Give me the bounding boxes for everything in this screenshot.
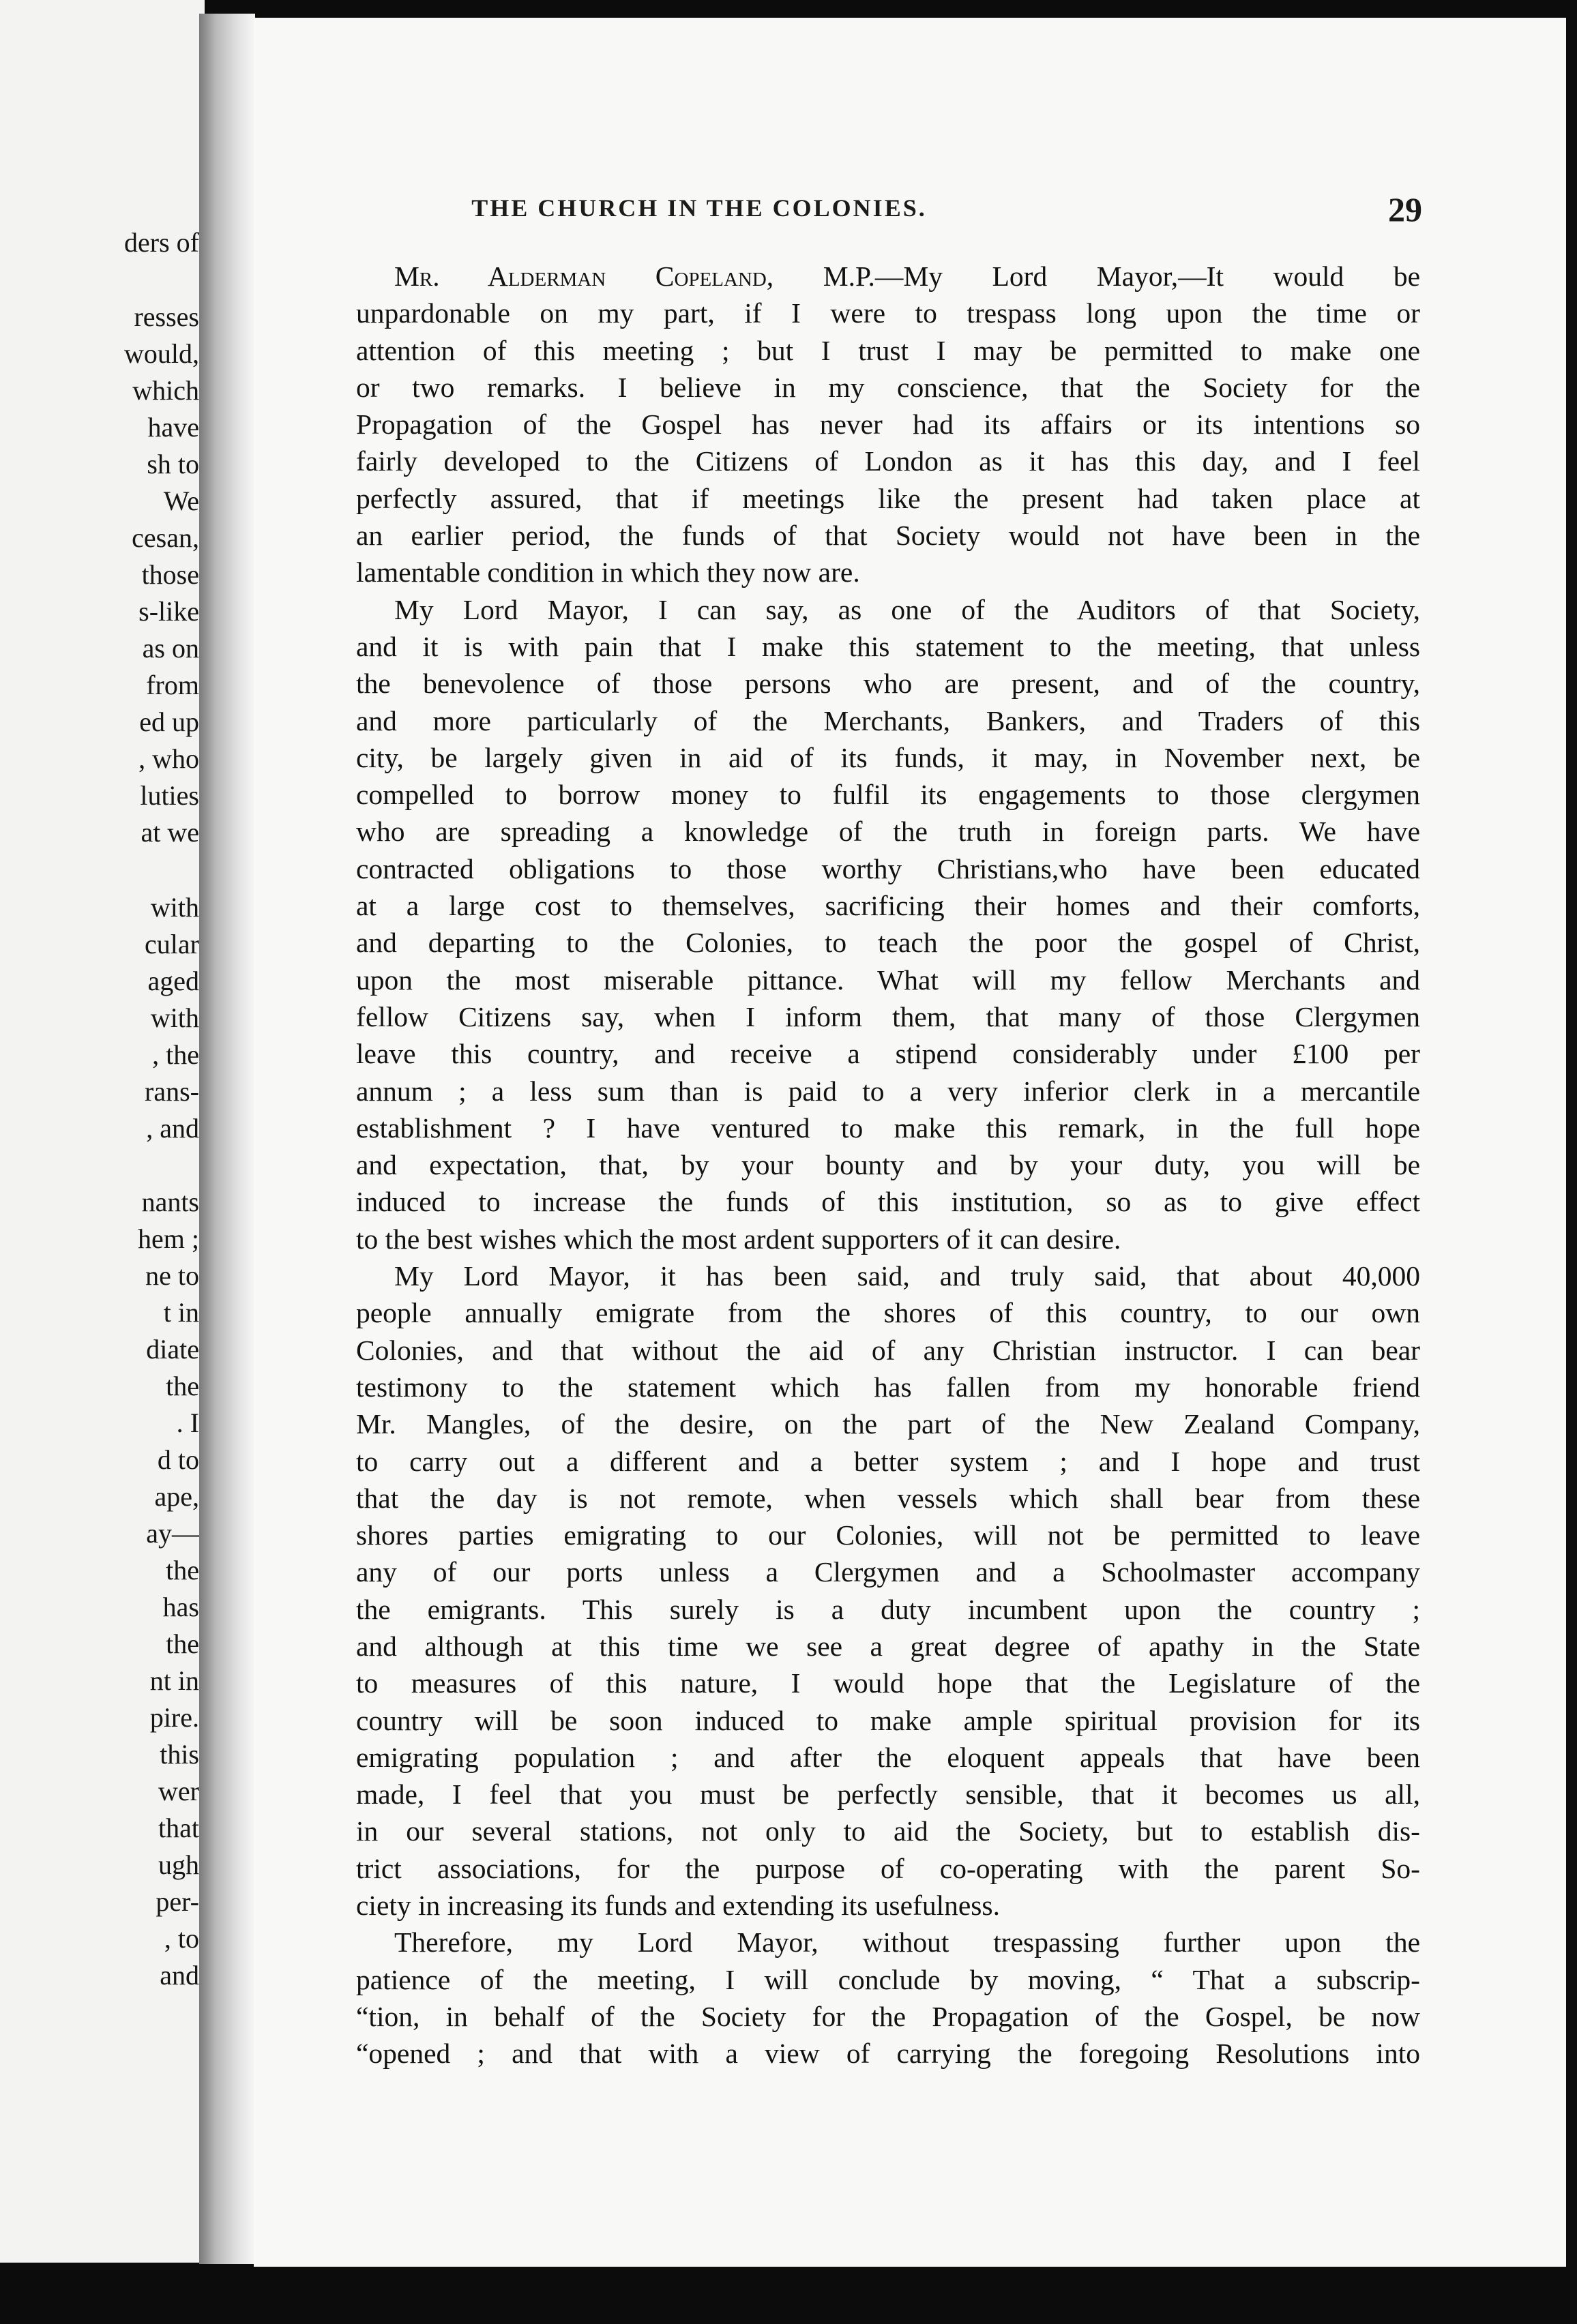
left-page-fragment: ay— (146, 1518, 199, 1549)
text-line: at a large cost to themselves, sacrificing their homes and their comforts, (356, 890, 1420, 922)
left-page-fragment: those (141, 559, 199, 590)
left-page-fragment: rans- (145, 1076, 199, 1107)
text-line: that the day is not remote, when vessels which shall bear from these (356, 1482, 1420, 1514)
text-line: to measures of this nature, I would hope that the Legislature of the (356, 1667, 1420, 1699)
left-page-fragment: sh to (147, 449, 199, 479)
left-page-fragment: pire. (149, 1702, 199, 1733)
text-line: Propagation of the Gospel has never had its affairs or its intentions so (356, 408, 1420, 441)
left-page-fragment: have (147, 412, 199, 443)
left-page-fragment: s-like (138, 596, 199, 627)
text-line: Mr. Mangles, of the desire, on the part of the New Zealand Company, (356, 1408, 1420, 1440)
left-page-fragment: per- (156, 1886, 199, 1917)
text-line: compelled to borrow money to fulfil its engagements to those clergymen (356, 779, 1420, 811)
running-title: THE CHURCH IN THE COLONIES. (471, 194, 927, 222)
text-line: any of our ports unless a Clergymen and a Schoolmaster accompany (356, 1556, 1420, 1588)
text-line: and departing to the Colonies, to teach the poor the gospel of Christ, (356, 927, 1420, 959)
left-page-fragment: hem ; (138, 1223, 199, 1254)
text-line: to carry out a different and a better system ; and I hope and trust (356, 1445, 1420, 1477)
text-line: city, be largely given in aid of its funds, it may, in November next, be (356, 741, 1420, 773)
left-page-fragment: wer (158, 1776, 199, 1806)
speaker-name: Mr. Alderman Copeland (394, 260, 767, 292)
text-line: Therefore, my Lord Mayor, without trespassing further upon the (394, 1926, 1420, 1958)
left-page-fragment: and (160, 1960, 199, 1991)
text-line: and it is with pain that I make this statement to the meeting, that unless (356, 630, 1420, 662)
left-page-fragment: . I (176, 1407, 199, 1438)
text-line: induced to increase the funds of this institution, so as to give effect (356, 1186, 1420, 1218)
left-page-fragment: at we (141, 817, 199, 848)
left-page-fragment: the (166, 1371, 199, 1401)
left-page-fragment: would, (124, 338, 199, 369)
text-line: and more particularly of the Merchants, Bankers, and Traders of this (356, 704, 1420, 736)
text-line: and expectation, that, by your bounty and by your duty, you will be (356, 1149, 1420, 1181)
left-page-fragment: ugh (158, 1849, 199, 1880)
book-gutter-shadow (199, 14, 255, 2264)
left-page-fragment: , the (152, 1039, 199, 1070)
text-line: leave this country, and receive a stipend considerably under £100 per (356, 1038, 1420, 1070)
text-line: emigrating population ; and after the eloquent appeals that have been (356, 1741, 1420, 1773)
left-page-fragment: cular (145, 929, 199, 959)
text-line: perfectly assured, that if meetings like the present had taken place at (356, 482, 1420, 514)
text-line: people annually emigrate from the shores of this country, to our own (356, 1297, 1420, 1329)
text-line: to the best wishes which the most ardent supporters of it can desire. (356, 1223, 1121, 1255)
left-page-fragment: the (166, 1555, 199, 1585)
text-line: trict associations, for the purpose of co-operating with the parent So- (356, 1852, 1420, 1884)
left-page-fragment: ne to (145, 1260, 199, 1291)
text-line: in our several stations, not only to aid the Society, but to establish dis- (356, 1815, 1420, 1847)
left-page-fragment: ders of (124, 227, 199, 258)
left-page-fragment: as on (142, 633, 199, 664)
text-line-content: , M.P.—My Lord Mayor,—It would be (766, 260, 1420, 292)
text-line: My Lord Mayor, it has been said, and truly said, that about 40,000 (394, 1260, 1420, 1292)
left-page-fragment: , who (138, 743, 199, 774)
left-page-fragment: has (162, 1592, 199, 1622)
text-line: Colonies, and that without the aid of any Christian instructor. I can bear (356, 1334, 1420, 1366)
left-page-fragment: We (163, 486, 199, 516)
left-page-fragment: aged (147, 966, 199, 996)
left-page-fragment: nt in (149, 1665, 199, 1696)
text-line: patience of the meeting, I will conclude by moving, “ That a subscrip- (356, 1963, 1420, 1995)
text-line: an earlier period, the funds of that Society would not have been in the (356, 520, 1420, 552)
left-page-fragment: ed up (139, 706, 199, 737)
left-page-fragment: with (150, 892, 199, 923)
left-page-fragment: ape, (154, 1481, 199, 1512)
left-page-fragment: cesan, (132, 522, 199, 553)
running-head (358, 190, 1422, 230)
text-line: shores parties emigrating to our Colonies, will not be permitted to leave (356, 1519, 1420, 1551)
left-page-fragment: this (160, 1739, 199, 1770)
text-line: lamentable condition in which they now are. (356, 556, 860, 589)
left-page-fragment: d to (157, 1444, 199, 1475)
text-line: My Lord Mayor, I can say, as one of the Auditors of that Society, (394, 593, 1420, 625)
text-line: or two remarks. I believe in my conscience, that the Society for the (356, 371, 1420, 403)
text-line: contracted obligations to those worthy Christians,who have been educated (356, 852, 1420, 884)
text-line: unpardonable on my part, if I were to trespass long upon the time or (356, 297, 1420, 329)
text-line: fellow Citizens say, when I inform them, that many of those Clergymen (356, 1000, 1420, 1032)
left-page-fragment: which (132, 375, 199, 406)
text-line: ciety in increasing its funds and extending its usefulness. (356, 1890, 1000, 1922)
left-page-fragment: the (166, 1628, 199, 1659)
text-line: country will be soon induced to make ample spiritual provision for its (356, 1704, 1420, 1736)
text-line: establishment ? I have ventured to make this remark, in the full hope (356, 1112, 1420, 1144)
left-page-fragment: t in (163, 1297, 199, 1328)
left-page-fragment: diate (146, 1334, 199, 1365)
text-line: testimony to the statement which has fallen from my honorable friend (356, 1371, 1420, 1403)
text-line (356, 258, 1420, 295)
left-page-fragment: resses (134, 301, 199, 332)
left-page-fragment: from (146, 670, 199, 700)
left-page-fragment: with (150, 1002, 199, 1033)
left-page-fragment: that (158, 1813, 199, 1843)
text-line: attention of this meeting ; but I trust I may be permitted to make one (356, 334, 1420, 366)
text-line: “opened ; and that with a view of carrying the foregoing Resolutions into (356, 2038, 1420, 2070)
left-facing-page (0, 0, 205, 2263)
page-number: 29 (1388, 190, 1422, 228)
text-line: “tion, in behalf of the Society for the Propagation of the Gospel, be now (356, 2000, 1420, 2032)
body-text (356, 258, 1420, 2072)
text-line: made, I feel that you must be perfectly sensible, that it becomes us all, (356, 1778, 1420, 1811)
left-page-fragment: luties (140, 780, 199, 811)
text-line: annum ; a less sum than is paid to a very inferior clerk in a mercantile (356, 1075, 1420, 1107)
text-line: and although at this time we see a great degree of apathy in the State (356, 1630, 1420, 1662)
text-line: the benevolence of those persons who are present, and of the country, (356, 668, 1420, 700)
left-page-fragment: , to (164, 1923, 199, 1954)
text-line: upon the most miserable pittance. What will my fellow Merchants and (356, 964, 1420, 996)
left-page-fragment: nants (141, 1187, 199, 1217)
left-page-fragment: , and (146, 1113, 199, 1144)
text-line: the emigrants. This surely is a duty incumbent upon the country ; (356, 1593, 1420, 1625)
text-line: fairly developed to the Citizens of London as it has this day, and I feel (356, 445, 1420, 477)
text-line: who are spreading a knowledge of the truth in foreign parts. We have (356, 816, 1420, 848)
